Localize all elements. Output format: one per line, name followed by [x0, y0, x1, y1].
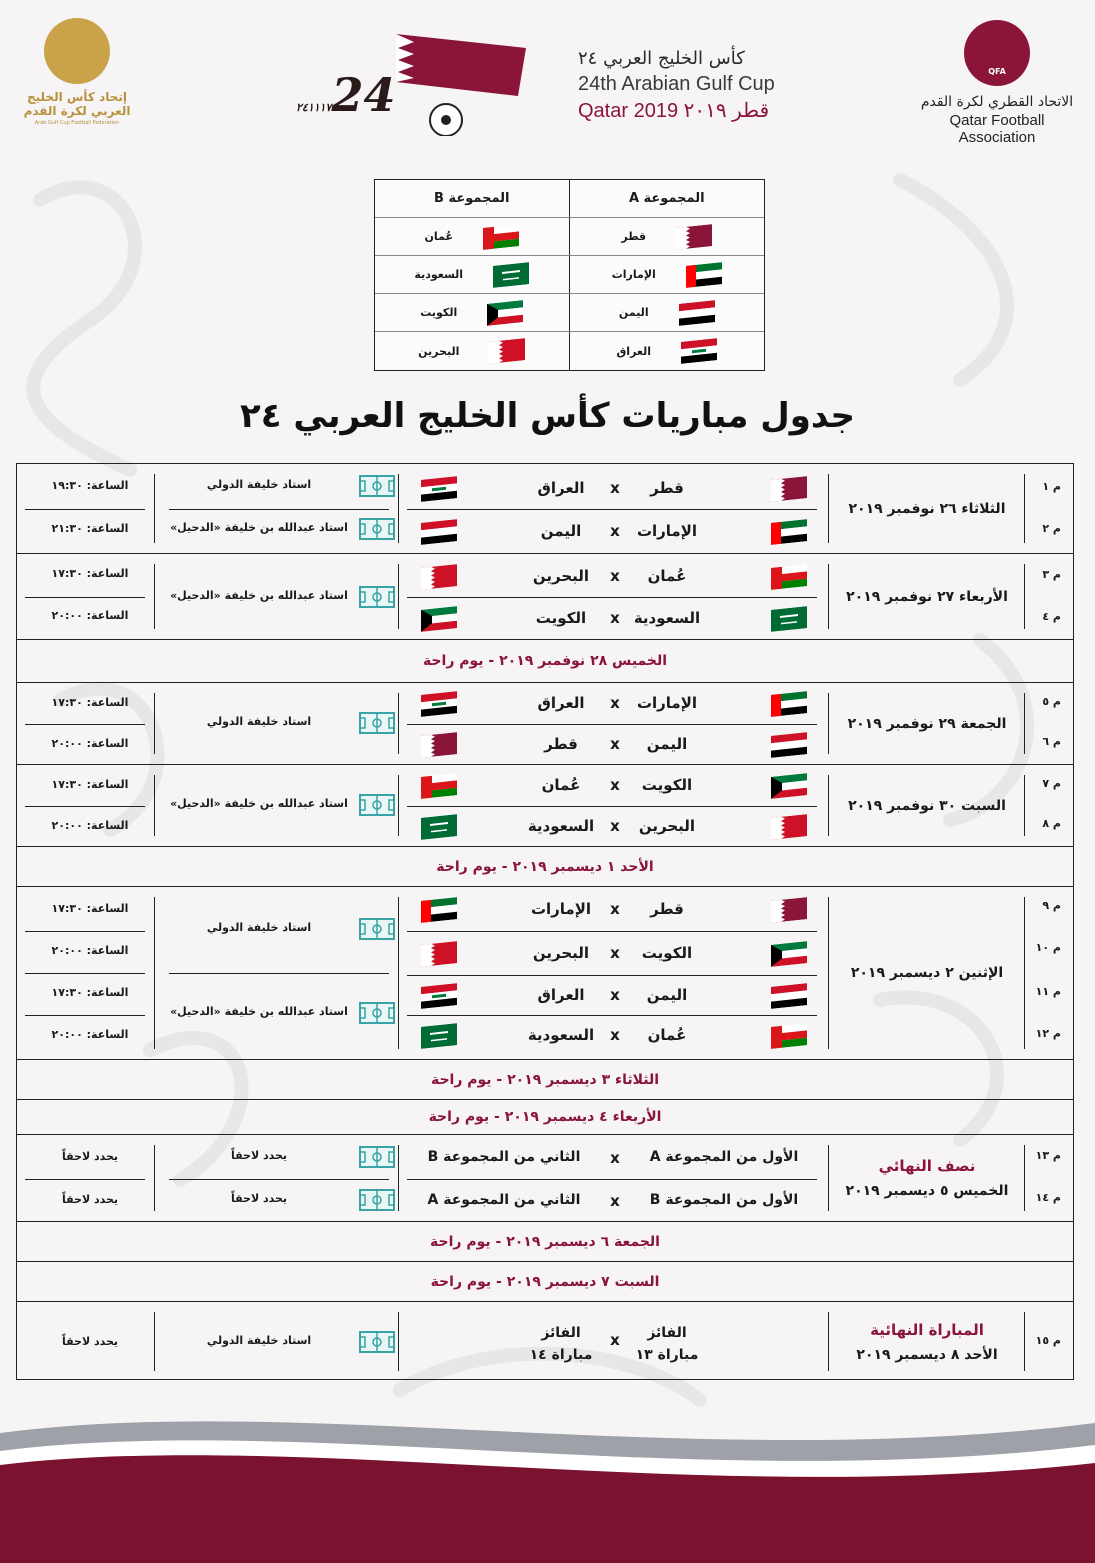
stage-title: نصف النهائي [878, 1157, 976, 1175]
vs-mark: x [610, 817, 620, 835]
stadium-name: استاد عبدالله بن خليفة «الدحيل» [170, 521, 348, 534]
qatar-flag-icon [676, 226, 712, 248]
match-number: م ٥ [1042, 695, 1061, 708]
kickoff-time: الساعة: ١٧:٣٠ [51, 902, 129, 915]
match-date: الأربعاء ٢٧ نوفمبر ٢٠١٩ [846, 588, 1008, 605]
kickoff-time: الساعة: ٢٠:٠٠ [51, 609, 129, 622]
federation-name-ar: إتحاد كأس الخليج العربي لكرة القدم [23, 90, 131, 118]
stadium [165, 577, 395, 617]
match-date: الجمعة ٢٩ نوفمبر ٢٠١٩ [847, 715, 1007, 732]
rest-day: السبت ٧ ديسمبر ٢٠١٩ - يوم راحة [17, 1262, 1073, 1302]
team-home: عُمان [647, 567, 687, 585]
match-number: م ٣ [1042, 568, 1061, 581]
team-away: عُمان [541, 776, 581, 794]
team-home: قطر [650, 900, 684, 918]
team-home: عُمان [647, 1026, 687, 1044]
bahrain-flag-icon [771, 816, 807, 838]
kickoff-time: الساعة: ١٧:٣٠ [51, 778, 129, 791]
team-away: الثاني من المجموعة A [427, 1192, 581, 1208]
stadium-pitch-icon [359, 1331, 395, 1353]
cup-title-ar: كأس الخليج العربي ٢٤ [578, 48, 745, 69]
stadium-name: استاد خليفة الدولي [206, 1334, 312, 1347]
stadium-name: استاد عبدالله بن خليفة «الدحيل» [170, 589, 348, 602]
team-home: اليمن [646, 735, 688, 753]
stadium [165, 785, 395, 825]
team-home: الفائز مباراة ١٣ [635, 1325, 699, 1363]
match-row [399, 1181, 829, 1221]
iraq-flag-icon [421, 478, 457, 500]
stadium-name: استاد عبدالله بن خليفة «الدحيل» [170, 797, 348, 810]
qatar-flag-icon [421, 734, 457, 756]
group-team: قطر [621, 230, 647, 243]
oman-flag-icon [771, 1025, 807, 1047]
stadium-pitch-icon [359, 586, 395, 608]
match-number: م ٧ [1042, 777, 1061, 790]
vs-mark: x [610, 479, 620, 497]
stadium-name: استاد خليفة الدولي [206, 478, 312, 491]
match-number: م ٦ [1042, 735, 1061, 748]
vs-mark: x [610, 1026, 620, 1044]
kickoff-time: يحدد لاحقاً [61, 1150, 119, 1163]
stadium-pitch-icon [359, 918, 395, 940]
stadium-name: يحدد لاحقاً [230, 1149, 288, 1162]
qfa-emblem-icon: QFA [964, 20, 1030, 86]
kickoff-time: الساعة: ١٧:٣٠ [51, 567, 129, 580]
page-title: جدول مباريات كأس الخليج العربي ٢٤ [239, 396, 856, 436]
rest-day: الجمعة ٦ ديسمبر ٢٠١٩ - يوم راحة [17, 1222, 1073, 1262]
match-row [399, 933, 829, 973]
stadium-pitch-icon [359, 794, 395, 816]
group-team: اليمن [618, 306, 649, 319]
match-row [399, 1138, 829, 1178]
stadium [165, 1137, 395, 1177]
stadium [165, 509, 395, 549]
team-home: الإمارات [636, 522, 698, 540]
schedule-table [16, 463, 1074, 1380]
kuwait-flag-icon [771, 943, 807, 965]
match-date: السبت ٣٠ نوفمبر ٢٠١٩ [848, 797, 1006, 814]
stadium [165, 993, 395, 1033]
federation-name-en: Arab Gulf Cup Football Federation [34, 120, 120, 126]
match-row [399, 683, 829, 723]
match-number: م ١٠ [1035, 941, 1061, 954]
kickoff-time: الساعة: ١٧:٣٠ [51, 986, 129, 999]
group-team: السعودية [414, 268, 464, 281]
kickoff-time: الساعة: ٢٠:٠٠ [51, 819, 129, 832]
bahrain-flag-icon [421, 943, 457, 965]
team-away: العراق [537, 694, 585, 712]
kickoff-time: الساعة: ٢١:٣٠ [51, 522, 129, 535]
match-day-block [17, 765, 1073, 847]
team-away: العراق [537, 986, 585, 1004]
stadium-pitch-icon [359, 475, 395, 497]
match-row [399, 556, 829, 596]
groups-table [374, 179, 765, 371]
qatar-flag-icon [771, 899, 807, 921]
bottom-wave-banner [0, 1393, 1095, 1563]
team-away: العراق [537, 479, 585, 497]
match-row [399, 765, 829, 805]
iraq-flag-icon [681, 340, 717, 362]
rest-day: الأربعاء ٤ ديسمبر ٢٠١٩ - يوم راحة [17, 1100, 1073, 1135]
qatar-flag-icon [771, 478, 807, 500]
kuwait-flag-icon [421, 608, 457, 630]
rest-day: الخميس ٢٨ نوفمبر ٢٠١٩ - يوم راحة [17, 640, 1073, 683]
match-day-block [17, 464, 1073, 554]
match-number: م ٤ [1042, 610, 1061, 623]
stadium-name: استاد عبدالله بن خليفة «الدحيل» [170, 1005, 348, 1018]
vs-mark: x [610, 1149, 620, 1167]
match-row [399, 889, 829, 929]
match-row [399, 975, 829, 1015]
match-date: الخميس ٥ ديسمبر ٢٠١٩ [845, 1183, 1009, 1199]
yemen-flag-icon [771, 985, 807, 1007]
stadium-pitch-icon [359, 1189, 395, 1211]
vs-mark: x [610, 776, 620, 794]
iraq-flag-icon [421, 693, 457, 715]
match-row [399, 598, 829, 638]
kickoff-time: الساعة: ٢٠:٠٠ [51, 1028, 129, 1041]
team-home: اليمن [646, 986, 688, 1004]
group-b-header: المجموعة B [375, 180, 570, 217]
vs-mark: x [610, 1192, 620, 1210]
team-home: الأول من المجموعة A [649, 1149, 799, 1165]
match-day-block [17, 683, 1073, 765]
match-row [399, 806, 829, 846]
stadium-pitch-icon [359, 712, 395, 734]
kickoff-time: الساعة: ١٧:٣٠ [51, 696, 129, 709]
qfa-name-en: Qatar Football Association [949, 112, 1045, 146]
match-date: الإثنين ٢ ديسمبر ٢٠١٩ [850, 965, 1004, 981]
saudi-flag-icon [493, 264, 529, 286]
vs-mark: x [610, 522, 620, 540]
team-home: الكويت [641, 776, 693, 794]
match-day-block [17, 554, 1073, 640]
match-number: م ١٢ [1035, 1027, 1061, 1040]
bahrain-flag-icon [489, 340, 525, 362]
saudi-flag-icon [421, 816, 457, 838]
team-home: الإمارات [636, 694, 698, 712]
match-number: م ٨ [1042, 817, 1061, 830]
federation-emblem-icon [44, 18, 110, 84]
team-away: الكويت [535, 609, 587, 627]
group-team: العراق [616, 344, 652, 358]
yemen-flag-icon [421, 521, 457, 543]
stadium [165, 703, 395, 743]
vs-mark: x [610, 1331, 620, 1349]
oman-flag-icon [483, 226, 519, 248]
uae-flag-icon [771, 521, 807, 543]
rest-day: الأحد ١ ديسمبر ٢٠١٩ - يوم راحة [17, 847, 1073, 887]
kuwait-flag-icon [771, 775, 807, 797]
stadium-pitch-icon [359, 518, 395, 540]
yemen-flag-icon [771, 734, 807, 756]
team-home: قطر [650, 479, 684, 497]
kuwait-flag-icon [487, 302, 523, 324]
vs-mark: x [610, 694, 620, 712]
stadium-pitch-icon [359, 1146, 395, 1168]
cup-title-qatar: Qatar 2019 قطر ٢٠١٩ [578, 100, 770, 122]
uae-flag-icon [686, 264, 722, 286]
gulf-cup-federation-logo [22, 18, 132, 126]
match-number: م ٢ [1042, 522, 1061, 535]
stadium-name: استاد خليفة الدولي [206, 921, 312, 934]
match-day-block [17, 887, 1073, 1060]
kickoff-time: الساعة: ٢٠:٠٠ [51, 944, 129, 957]
stadium [165, 909, 395, 949]
iraq-flag-icon [421, 985, 457, 1007]
team-away: السعودية [527, 817, 595, 835]
saudi-flag-icon [421, 1025, 457, 1047]
vs-mark: x [610, 609, 620, 627]
team-home: الأول من المجموعة B [649, 1192, 799, 1208]
stadium [165, 466, 395, 506]
match-number: م ١٤ [1035, 1191, 1061, 1204]
cup-number: ٢٤١١١٧24 [296, 68, 396, 122]
group-team: الكويت [420, 306, 458, 319]
kickoff-time: يحدد لاحقاً [61, 1335, 119, 1348]
match-row [399, 724, 829, 764]
team-home: البحرين [638, 817, 696, 835]
gulf-cup-24-logo [296, 26, 796, 146]
team-away: البحرين [532, 567, 590, 585]
yemen-flag-icon [679, 302, 715, 324]
kickoff-time: الساعة: ٢٠:٠٠ [51, 737, 129, 750]
team-away: قطر [544, 735, 578, 753]
stadium [165, 1180, 395, 1220]
match-row [399, 511, 829, 551]
uae-flag-icon [771, 693, 807, 715]
final-block [17, 1302, 1073, 1381]
qfa-logo [917, 20, 1077, 146]
match-number: م ١١ [1035, 985, 1061, 998]
match-row [399, 1015, 829, 1055]
team-away: الفائز مباراة ١٤ [529, 1325, 593, 1363]
stadium-name: يحدد لاحقاً [230, 1192, 288, 1205]
group-team: عُمان [424, 230, 453, 243]
uae-flag-icon [421, 899, 457, 921]
vs-mark: x [610, 986, 620, 1004]
team-away: السعودية [527, 1026, 595, 1044]
stage-title: المباراة النهائية [870, 1320, 984, 1339]
stadium [165, 1322, 395, 1362]
oman-flag-icon [771, 566, 807, 588]
match-number: م ١٥ [1035, 1334, 1061, 1347]
team-home: السعودية [633, 609, 701, 627]
team-home: الكويت [641, 944, 693, 962]
match-date: الثلاثاء ٢٦ نوفمبر ٢٠١٩ [848, 500, 1006, 517]
saudi-flag-icon [771, 608, 807, 630]
vs-mark: x [610, 735, 620, 753]
match-number: م ١ [1042, 480, 1061, 493]
vs-mark: x [610, 900, 620, 918]
semi-final-block [17, 1135, 1073, 1222]
stadium-pitch-icon [359, 1002, 395, 1024]
vs-mark: x [610, 944, 620, 962]
match-row [399, 468, 829, 508]
team-away: اليمن [540, 522, 582, 540]
match-row [399, 1320, 829, 1370]
team-away: الإمارات [530, 900, 592, 918]
vs-mark: x [610, 567, 620, 585]
group-team: البحرين [418, 344, 460, 358]
cup-title-en: 24th Arabian Gulf Cup [578, 73, 775, 95]
match-number: م ٩ [1042, 899, 1061, 912]
match-number: م ١٣ [1035, 1149, 1061, 1162]
match-date: الأحد ٨ ديسمبر ٢٠١٩ [856, 1346, 998, 1363]
stadium-name: استاد خليفة الدولي [206, 715, 312, 728]
kickoff-time: يحدد لاحقاً [61, 1193, 119, 1206]
group-a-header: المجموعة A [628, 191, 705, 206]
team-away: البحرين [532, 944, 590, 962]
bahrain-flag-icon [421, 566, 457, 588]
team-away: الثاني من المجموعة B [427, 1149, 581, 1165]
kickoff-time: الساعة: ١٩:٣٠ [51, 479, 129, 492]
rest-day: الثلاثاء ٣ ديسمبر ٢٠١٩ - يوم راحة [17, 1060, 1073, 1100]
oman-flag-icon [421, 775, 457, 797]
qfa-name-ar: الاتحاد القطري لكرة القدم [920, 94, 1074, 110]
group-team: الإمارات [611, 268, 656, 281]
